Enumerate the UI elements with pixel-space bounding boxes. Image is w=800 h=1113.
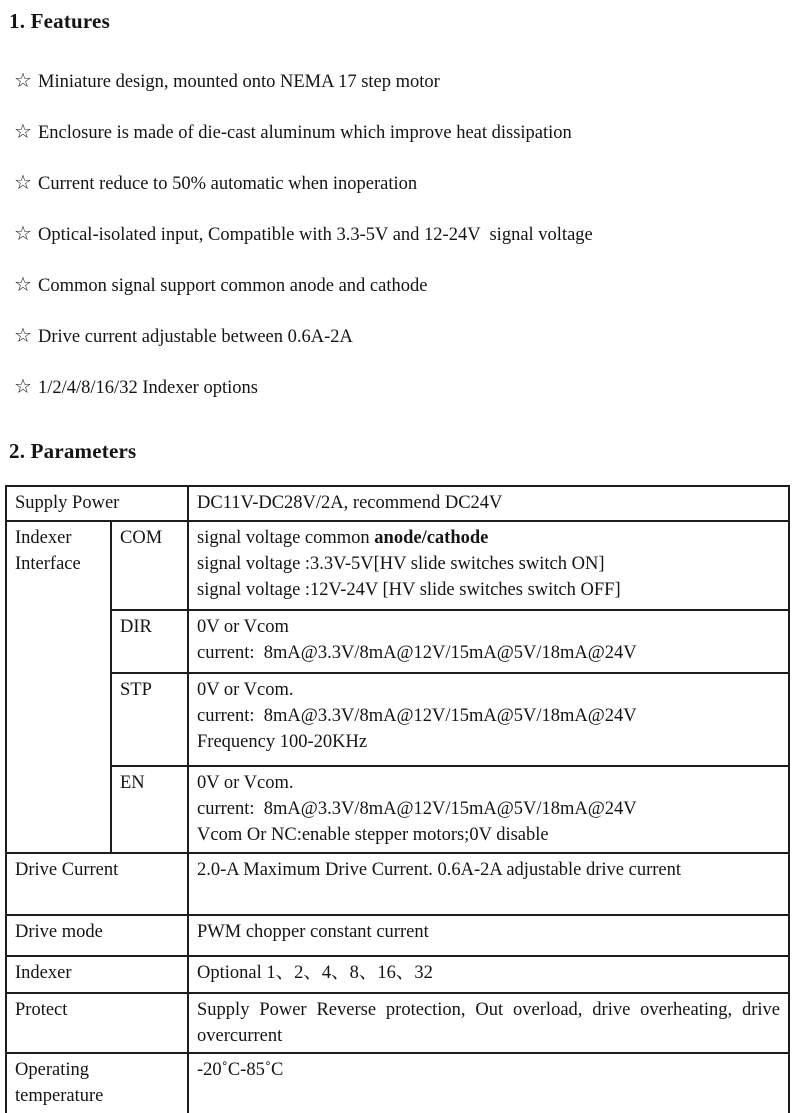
row-value-operating-temperature: -20˚C-85˚C — [188, 1053, 789, 1113]
feature-text: Current reduce to 50% automatic when inoperation — [38, 174, 418, 194]
document-page — [0, 9, 800, 1113]
row-value-protect: Supply Power Reverse protection, Out overload, drive overheating, drive overcurrent — [188, 993, 789, 1053]
row-value-stp — [188, 673, 789, 766]
row-value-com — [188, 521, 789, 610]
feature-text: 1/2/4/8/16/32 Indexer options — [38, 378, 258, 398]
star-icon: ☆ — [14, 325, 32, 347]
feature-text: Common signal support common anode and cathode — [38, 276, 428, 296]
row-label-indexer: Indexer — [6, 956, 188, 993]
table-row-supply-power — [6, 486, 789, 521]
row-label-supply-power: Supply Power — [6, 486, 188, 521]
star-icon: ☆ — [14, 121, 32, 143]
star-icon: ☆ — [14, 376, 32, 398]
table-row-dir — [6, 610, 789, 673]
row-label-indexer-interface: Indexer Interface — [6, 521, 111, 853]
row-value-dir — [188, 610, 789, 673]
table-row-protect — [6, 993, 789, 1053]
cell-text: signal voltage common — [197, 528, 375, 548]
cell-line: signal voltage :3.3V-5V[HV slide switches switch ON] — [197, 554, 605, 574]
section-heading-parameters: 2. Parameters — [9, 439, 137, 463]
feature-item — [14, 224, 800, 246]
features-list — [0, 71, 800, 399]
table-row-drive-mode — [6, 915, 789, 956]
cell-line: Vcom Or NC:enable stepper motors;0V disable — [197, 825, 549, 845]
cell-line: Frequency 100-20KHz — [197, 732, 368, 752]
cell-line: signal voltage :12V-24V [HV slide switches switch OFF] — [197, 580, 621, 600]
feature-item — [14, 275, 800, 297]
parameters-table — [5, 485, 790, 1113]
sub-label-stp: STP — [111, 673, 188, 766]
sub-label-dir: DIR — [111, 610, 188, 673]
row-label-protect: Protect — [6, 993, 188, 1053]
star-icon: ☆ — [14, 172, 32, 194]
row-value-drive-current: 2.0-A Maximum Drive Current. 0.6A-2A adjustable drive current — [188, 853, 789, 915]
row-label-operating-temperature — [6, 1053, 188, 1113]
table-row-indexer — [6, 956, 789, 993]
feature-text: Miniature design, mounted onto NEMA 17 step motor — [38, 72, 440, 92]
row-value-en — [188, 766, 789, 853]
row-value-drive-mode: PWM chopper constant current — [188, 915, 789, 956]
cell-text: Operating temperature — [15, 1060, 104, 1106]
feature-text: Optical-isolated input, Compatible with 3.3-5V and 12-24V signal voltage — [38, 225, 593, 245]
row-value-supply-power: DC11V-DC28V/2A, recommend DC24V — [188, 486, 789, 521]
sub-label-en: EN — [111, 766, 188, 853]
cell-line: current: 8mA@3.3V/8mA@12V/15mA@5V/18mA@24V — [197, 643, 637, 663]
feature-item — [14, 122, 800, 144]
star-icon: ☆ — [14, 223, 32, 245]
cell-line: current: 8mA@3.3V/8mA@12V/15mA@5V/18mA@24V — [197, 706, 637, 726]
cell-text-bold: anode/cathode — [374, 528, 489, 548]
row-value-indexer: Optional 1、2、4、8、16、32 — [188, 956, 789, 993]
table-row-drive-current — [6, 853, 789, 915]
feature-item — [14, 377, 800, 399]
cell-line: 0V or Vcom. — [197, 680, 294, 700]
feature-item — [14, 71, 800, 93]
cell-line: 0V or Vcom — [197, 617, 289, 637]
table-row-com — [6, 521, 789, 610]
row-label-drive-current: Drive Current — [6, 853, 188, 915]
feature-text: Drive current adjustable between 0.6A-2A — [38, 327, 353, 347]
table-row-en — [6, 766, 789, 853]
cell-line: 0V or Vcom. — [197, 773, 294, 793]
section-heading-features: 1. Features — [9, 9, 110, 33]
feature-text: Enclosure is made of die-cast aluminum which improve heat dissipation — [38, 123, 572, 143]
row-label-drive-mode: Drive mode — [6, 915, 188, 956]
sub-label-com: COM — [111, 521, 188, 610]
cell-line: current: 8mA@3.3V/8mA@12V/15mA@5V/18mA@24V — [197, 799, 637, 819]
feature-item — [14, 173, 800, 195]
feature-item — [14, 326, 800, 348]
star-icon: ☆ — [14, 70, 32, 92]
star-icon: ☆ — [14, 274, 32, 296]
table-row-stp — [6, 673, 789, 766]
table-row-operating-temperature — [6, 1053, 789, 1113]
cell-line — [197, 525, 780, 551]
